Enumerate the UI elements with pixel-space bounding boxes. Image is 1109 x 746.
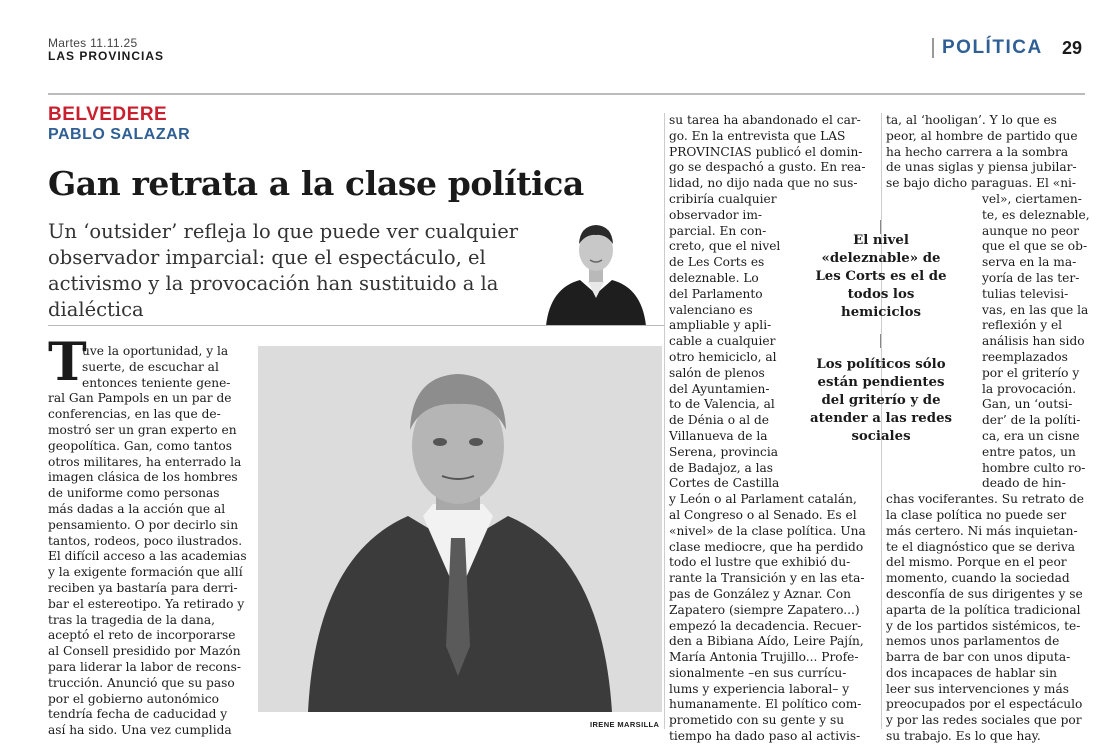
text-line: y la exigente formación que allí — [48, 565, 243, 580]
text-line: Gan, un ‘outsi- — [982, 397, 1073, 412]
text-line: cribiría cualquier — [669, 191, 777, 206]
text-line: trucción. Anunció que su paso — [48, 675, 235, 690]
text-line: reflexión y el — [982, 318, 1063, 333]
text-line: la clase política no puede ser — [886, 507, 1067, 522]
text-line: deleznable. Lo — [669, 270, 759, 285]
text-line: más certero. Ni más inquietan- — [886, 523, 1078, 538]
text-line: y de los partidos sistémicos, te- — [886, 618, 1081, 633]
text-line: más dadas a la acción que al — [48, 501, 226, 516]
issue-date: Martes 11.11.25 — [48, 36, 138, 50]
text-line: cable a cualquier — [669, 334, 776, 349]
text-line: todo el lustre que exhibió du- — [669, 555, 851, 570]
text-line: clase mediocre, que ha perdido — [669, 539, 864, 554]
text-line: uve la oportunidad, y la — [82, 344, 229, 358]
text-line: rante la Transición y en las eta- — [669, 571, 865, 586]
text-line: geopolítica. Gan, como tantos — [48, 438, 232, 453]
text-line: Cortes de Castilla — [669, 476, 780, 491]
text-line: El difícil acceso a las academias — [48, 549, 247, 564]
text-line: empezó la decadencia. Recuer- — [669, 618, 862, 633]
text-line: ampliable y apli- — [669, 318, 772, 333]
text-line: PROVINCIAS publicó el domin- — [669, 144, 863, 159]
drop-cap: T — [48, 332, 87, 393]
text-line: conferencias, en las que de- — [48, 407, 221, 422]
text-line: lidad, no dijo nada que no sus- — [669, 176, 858, 191]
text-line: valenciano es — [669, 302, 753, 317]
text-line: la provocación. — [982, 381, 1077, 396]
text-line: tendría fecha de caducidad y — [48, 707, 228, 722]
text-line: tiempo ha dado paso al activis- — [669, 729, 861, 744]
text-line: suerte, de escuchar al — [82, 359, 219, 374]
text-line: der’ de la políti- — [982, 413, 1081, 428]
text-line: al Consell presidido por Mazón — [48, 644, 241, 659]
text-line: vas, en las que la — [982, 302, 1089, 317]
text-line: para liderar la labor de recons- — [48, 659, 241, 674]
text-line: «nivel» de la clase política. Una — [669, 523, 866, 538]
text-line: lums y experiencia laboral– y — [669, 681, 850, 696]
text-line: creto, que el nivel — [669, 239, 781, 254]
text-line: bar el estereotipo. Ya retirado y — [48, 596, 245, 611]
text-line: su trabajo. Es lo que hay. — [886, 729, 1041, 744]
section-label: POLÍTICA — [942, 37, 1043, 58]
section-divider — [932, 38, 934, 58]
text-line: al Congreso o al Senado. Es el — [669, 507, 857, 522]
text-line: otro hemiciclo, al — [669, 349, 777, 364]
text-line: nemos unos parlamentos de — [886, 634, 1060, 649]
text-line: ta, al ‘hooligan’. Y lo que es — [886, 113, 1057, 127]
text-line: otros militares, ha enterrado la — [48, 454, 242, 469]
text-line: y León o al Parlament catalán, — [669, 492, 857, 507]
text-line: Zapatero (siempre Zapatero...) — [669, 602, 860, 617]
text-line: ral Gan Pampols en un par de — [48, 391, 232, 406]
text-line: deado de hin- — [982, 476, 1066, 491]
text-line: que el que se ob- — [982, 239, 1088, 254]
text-line: del mismo. Porque en el peor — [886, 555, 1067, 570]
text-line: momento, cuando la sociedad — [886, 571, 1070, 586]
text-line: tulias televisi- — [982, 286, 1069, 301]
text-line: tras la tragedia de la dana, — [48, 612, 215, 627]
text-line: chas vociferantes. Su retrato de — [886, 492, 1085, 507]
text-line: vel», ciertamen- — [982, 191, 1082, 206]
column-rule — [664, 113, 665, 729]
text-line: ca, era un cisne — [982, 428, 1080, 443]
text-line: del Ayuntamien- — [669, 381, 770, 396]
text-line: prometido con su gente y su — [669, 713, 845, 728]
main-photo — [258, 346, 662, 712]
text-line: reemplazados — [982, 349, 1068, 364]
pull-quote-rule — [880, 334, 881, 348]
text-line: se bajo dicho paraguas. El «ni- — [886, 176, 1077, 191]
text-line: entre patos, un — [982, 444, 1076, 459]
text-line: barra de bar con unos diputa- — [886, 650, 1071, 665]
text-line: de Les Corts es — [669, 255, 765, 270]
text-line: te, es deleznable, — [982, 207, 1090, 222]
text-line: de Dénia o al de — [669, 413, 770, 428]
text-line: por el griterío y — [982, 365, 1080, 380]
text-line: y por las redes sociales que por — [886, 713, 1082, 728]
text-line: observador im- — [669, 207, 762, 222]
text-line: te el diagnóstico que se deriva — [886, 539, 1075, 554]
text-line: pensamiento. O por decirlo sin — [48, 517, 239, 532]
pull-quote-1: El nivel «deleznable» de Les Corts es el de todos los hemiciclos — [815, 233, 947, 320]
text-line: aunque no peor — [982, 223, 1079, 238]
page-number: 29 — [1062, 38, 1083, 58]
text-line: aceptó el reto de incorporarse — [48, 628, 236, 643]
header-rule — [48, 93, 1085, 95]
text-line: parcial. En con- — [669, 223, 767, 238]
text-line: dos incapaces de hablar sin — [886, 665, 1058, 680]
text-line: leer sus intervenciones y más — [886, 681, 1069, 696]
text-line: go se despachó a gusto. En rea- — [669, 160, 866, 175]
text-line: de uniforme como personas — [48, 486, 220, 501]
text-line: to de Valencia, al — [669, 397, 775, 412]
text-line: yoría de las ter- — [982, 270, 1080, 285]
author-byline: PABLO SALAZAR — [48, 126, 191, 143]
text-line: sionalmente –en sus currícu- — [669, 665, 847, 680]
text-line: así ha sido. Una vez cumplida — [48, 723, 232, 738]
text-line: aparta de la política tradicional — [886, 602, 1081, 617]
text-line: salón de plenos — [669, 365, 765, 380]
text-line: por el gobierno autonómico — [48, 691, 219, 706]
text-line: Villanueva de la — [669, 428, 768, 443]
text-line: humanamente. El político com- — [669, 697, 862, 712]
text-line: hombre culto ro- — [982, 460, 1086, 475]
newspaper-name: LAS PROVINCIAS — [48, 49, 165, 63]
body-column-1 — [48, 344, 248, 739]
text-line: peor, al hombre de partido que — [886, 128, 1078, 143]
text-line: del Parlamento — [669, 286, 763, 301]
pull-quote-2: Los políticos sólo están pendientes del griterío y de atender a las redes sociales — [810, 357, 953, 444]
text-line: de Badajoz, a las — [669, 460, 774, 475]
text-line: go. En la entrevista que LAS — [669, 128, 846, 143]
text-line: desconfía de sus dirigentes y se — [886, 586, 1083, 601]
photo-credit: IRENE MARSILLA — [590, 720, 660, 729]
text-line: tantos, rodeos, poco ilustrados. — [48, 533, 243, 548]
text-line: pas de González y Aznar. Con — [669, 586, 851, 601]
text-line: entonces teniente gene- — [82, 375, 231, 390]
headline-rule — [48, 325, 664, 326]
text-line: reciben ya bastaría para derri- — [48, 580, 238, 595]
text-line: María Antonia Trujillo... Profe- — [669, 650, 859, 665]
text-line: ha hecho carrera a la sombra — [886, 144, 1069, 159]
text-line: serva en la ma- — [982, 255, 1077, 270]
headline: Gan retrata a la clase política — [48, 164, 584, 203]
text-line: su tarea ha abandonado el car- — [669, 113, 861, 127]
column-kicker: BELVEDERE — [48, 104, 168, 125]
text-line: mostró ser un gran experto en — [48, 422, 237, 437]
text-line: de unas siglas y piensa jubilar- — [886, 160, 1077, 175]
text-line: den a Bibiana Aído, Leire Pajín, — [669, 634, 864, 649]
columnist-portrait — [540, 214, 652, 326]
subheadline: Un ‘outsider’ refleja lo que puede ver cualquier observador imparcial: que el espectáculo, el activismo y la provocación han sustituido a la dialéctica — [48, 220, 519, 321]
text-line: imagen clásica de los hombres — [48, 470, 238, 485]
text-line: preocupados por el espectáculo — [886, 697, 1083, 712]
text-line: análisis han sido — [982, 334, 1085, 349]
text-line: Serena, provincia — [669, 444, 779, 459]
